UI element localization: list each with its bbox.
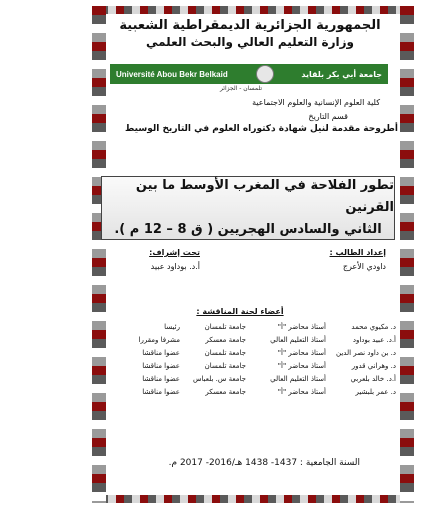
university-seal-icon	[256, 65, 274, 83]
committee-table	[110, 321, 396, 399]
university-name-ar: جامعة أبي بكر بلقايد	[301, 69, 382, 79]
member-rank: أستاذ التعليم العالي	[270, 375, 326, 383]
member-institution: جامعة معسكر	[205, 336, 246, 344]
committee-heading: أعضاء لجنة المناقشة :	[196, 307, 284, 316]
university-banner	[110, 64, 388, 84]
decorative-border-bottom	[92, 495, 414, 503]
member-institution: جامعة تلمسان	[204, 349, 246, 357]
ministry-header	[110, 18, 390, 50]
member-name: د. مكيوي محمد	[351, 323, 396, 331]
member-rank: أستاذ التعليم العالي	[270, 336, 326, 344]
member-role: عضوا مناقشا	[142, 388, 180, 396]
member-institution: جامعة س. بلعباس	[193, 375, 246, 383]
member-rank: أستاذ محاضر "أ"	[277, 323, 326, 331]
member-institution: جامعة معسكر	[205, 388, 246, 396]
member-role: عضوا مناقشا	[142, 375, 180, 383]
committee-row	[110, 347, 396, 360]
thesis-title-box	[101, 176, 395, 240]
member-role: عضوا مناقشا	[142, 349, 180, 357]
student-label: إعداد الطالب :	[329, 248, 386, 257]
member-institution: جامعة تلمسان	[204, 323, 246, 331]
ministry-name: وزارة التعليم العالي والبحث العلمي	[145, 35, 355, 49]
supervisor-label: تحت إشراف:	[149, 248, 200, 257]
member-role: رئيسا	[164, 323, 180, 331]
member-role: عضوا مناقشا	[142, 362, 180, 370]
member-name: أ.د. خالد بلعربي	[350, 375, 396, 383]
committee-row	[110, 360, 396, 373]
member-role: مشرفا ومقررا	[138, 336, 180, 344]
thesis-type: أطروحة مقدمة لنيل شهادة دكتوراه العلوم في التاريخ الوسيط	[125, 124, 398, 134]
member-name: د. بن داود نصر الدين	[336, 349, 396, 357]
decorative-border-left	[92, 6, 106, 503]
university-name-fr: Université Abou Bekr Belkaid	[116, 69, 228, 79]
decorative-border-top	[92, 6, 414, 14]
department-name: قسم التاريخ	[308, 112, 348, 121]
student-name: داودي الأعرج	[342, 262, 386, 271]
republic-name: الجمهورية الجزائرية الديمقراطية الشعبية	[119, 18, 381, 33]
thesis-title-line2: الثاني والسادس الهجريين ( ق 8 – 12 م ).	[114, 222, 382, 237]
member-name: د. عمر بلبشير	[355, 388, 396, 396]
member-institution: جامعة تلمسان	[204, 362, 246, 370]
supervisor-name: أ.د. بوداود عبيد	[150, 262, 200, 271]
academic-year: السنة الجامعية : 1437- 1438 هـ/2016- 2017 م.	[168, 458, 360, 468]
committee-row	[110, 373, 396, 386]
member-name: أ.د. عبيد بوداود	[352, 336, 396, 344]
university-location: تلمسان - الجزائر	[220, 85, 263, 92]
faculty-name: كلية العلوم الإنسانية والعلوم الاجتماعية	[252, 98, 380, 107]
committee-row	[110, 334, 396, 347]
committee-row	[110, 321, 396, 334]
committee-row	[110, 386, 396, 399]
member-rank: أستاذ محاضر "أ"	[277, 388, 326, 396]
member-rank: أستاذ محاضر "أ"	[277, 349, 326, 357]
thesis-title-line1: تطور الفلاحة في المغرب الأوسط ما بين القرنين	[135, 178, 394, 215]
decorative-border-right	[400, 6, 414, 503]
member-rank: أستاذ محاضر "أ"	[277, 362, 326, 370]
member-name: د. وهراني قدور	[351, 362, 396, 370]
